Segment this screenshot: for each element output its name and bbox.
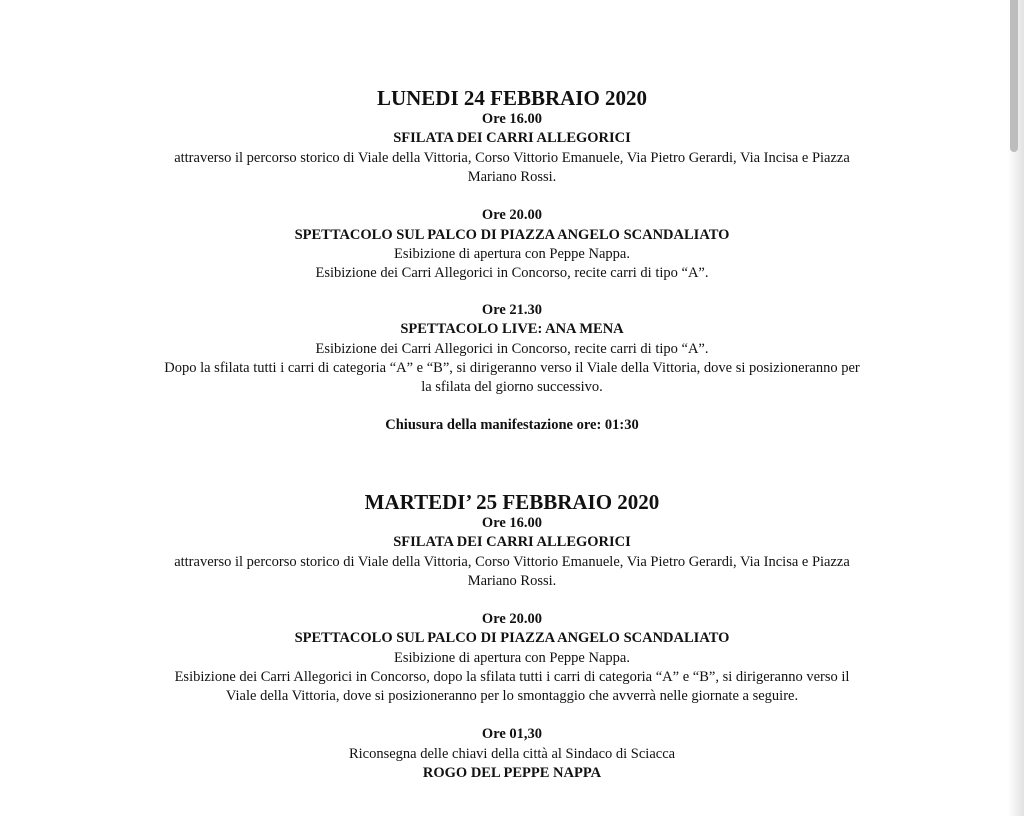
day1-event3-desc-line2: Dopo la sfilata tutti i carri di categoria “A” e “B”, si dirigeranno verso il Viale della Vittoria, dove si posizioneranno per	[164, 360, 860, 376]
day2-event3-desc-line1: Riconsegna delle chiavi della città al Sindaco di Sciacca	[348, 746, 676, 762]
day1-event3-desc-line3: la sfilata del giorno successivo.	[421, 379, 603, 395]
day2-event1-title: SFILATA DEI CARRI ALLEGORICI	[393, 534, 631, 550]
day1-event3-desc-line1: Esibizione dei Carri Allegorici in Concorso, recite carri di tipo “A”.	[315, 341, 709, 357]
day2-event3-title: ROGO DEL PEPPE NAPPA	[422, 765, 602, 781]
day1-event1-desc-line2: Mariano Rossi.	[467, 169, 557, 185]
day1-event2-time: Ore 20.00	[481, 207, 543, 223]
day2-event2-desc-line2: Esibizione dei Carri Allegorici in Concorso, dopo la sfilata tutti i carri di categoria “A” e “B”, si dirigeranno verso il	[174, 669, 850, 685]
day1-title: LUNEDI 24 FEBBRAIO 2020	[376, 86, 648, 110]
day2-event1-desc-line2: Mariano Rossi.	[467, 573, 557, 589]
day1-event1-time: Ore 16.00	[481, 111, 543, 127]
day2-event2-time: Ore 20.00	[481, 611, 543, 627]
day1-event2-desc-line1: Esibizione di apertura con Peppe Nappa.	[394, 246, 630, 262]
day2-event2-desc-line3: Viale della Vittoria, dove si posizioneranno per lo smontaggio che avverrà nelle giornate a seguire.	[225, 688, 799, 704]
day1-event3-title: SPETTACOLO LIVE: ANA MENA	[400, 321, 624, 337]
day1-closing: Chiusura della manifestazione ore: 01:30	[385, 417, 639, 433]
day2-event2-title: SPETTACOLO SUL PALCO DI PIAZZA ANGELO SCANDALIATO	[294, 630, 730, 646]
day1-event1-desc-line1: attraverso il percorso storico di Viale della Vittoria, Corso Vittorio Emanuele, Via Pietro Gerardi, Via Incisa e Piazza	[174, 150, 850, 166]
day1-event2-title: SPETTACOLO SUL PALCO DI PIAZZA ANGELO SCANDALIATO	[294, 227, 730, 243]
day2-event1-time: Ore 16.00	[481, 515, 543, 531]
day2-event1-desc-line1: attraverso il percorso storico di Viale della Vittoria, Corso Vittorio Emanuele, Via Pietro Gerardi, Via Incisa e Piazza	[174, 554, 850, 570]
day1-event2-desc-line2: Esibizione dei Carri Allegorici in Concorso, recite carri di tipo “A”.	[315, 265, 709, 281]
day2-event3-time: Ore 01,30	[481, 726, 543, 742]
day2-title: MARTEDI’ 25 FEBBRAIO 2020	[364, 490, 660, 514]
day1-event1-title: SFILATA DEI CARRI ALLEGORICI	[393, 130, 631, 146]
day1-event3-time: Ore 21.30	[481, 302, 543, 318]
day2-event2-desc-line1: Esibizione di apertura con Peppe Nappa.	[394, 650, 630, 666]
